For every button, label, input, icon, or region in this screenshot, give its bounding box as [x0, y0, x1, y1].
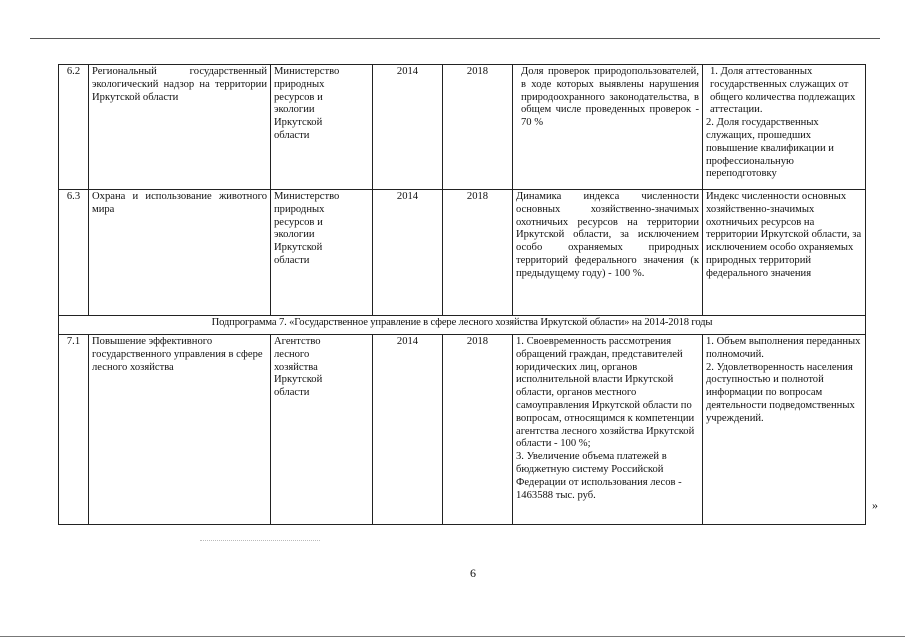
- measure-title: Охрана и использование животного мира: [89, 190, 271, 316]
- executor: Агентство лесного хозяйства Иркутской области: [271, 335, 373, 525]
- measure-title: Повышение эффективного государственного управления в сфере лесного хозяйства: [89, 335, 271, 525]
- scan-top-edge: [30, 38, 880, 39]
- start-year: 2014: [373, 65, 443, 190]
- target-indicators: 1. Доля аттестованных государственных служащих от общего количества подлежащих аттестации. 2. Доля государственных служащих, прошедших повышение квалификации и профессиональную переподготовку: [703, 65, 866, 190]
- start-year: 2014: [373, 190, 443, 316]
- expected-result: Доля проверок природопользователей, в ходе которых выявлены нарушения природоохранного законодательства, в общем числе проведенных проверок - 70 %: [513, 65, 703, 190]
- row-number: 6.2: [59, 65, 89, 190]
- program-table: [58, 64, 866, 525]
- subprogram-heading: Подпрограмма 7. «Государственное управление в сфере лесного хозяйства Иркутской области» на 2014-2018 годы: [59, 316, 866, 335]
- page-number: 6: [470, 566, 476, 580]
- start-year: 2014: [373, 335, 443, 525]
- table-row: [59, 335, 866, 525]
- table-row: [59, 190, 866, 316]
- target-indicators: Индекс численности основных хозяйственно-значимых охотничьих ресурсов на территории Иркутской области, за исключением особо охраняемых природных территорий федерального значения: [703, 190, 866, 316]
- expected-result: 1. Своевременность рассмотрения обращений граждан, представителей юридических лиц, органов исполнительной власти Иркутской области, органов местного самоуправления Иркутской области по вопросам, относящимся к компетенции агентства лесного хозяйства Иркутской области - 100 %; 3. Увеличение объема платежей в бюджетную систему Российской Федерации от использования лесов - 1463588 тыс. руб.: [513, 335, 703, 525]
- scan-bottom-edge: [0, 636, 905, 637]
- expected-result: Динамика индекса численности основных хозяйственно-значимых охотничьих ресурсов на территории Иркутской области, за исключением особо охраняемых природных территорий федерального значения (к предыдущему году) - 100 %.: [513, 190, 703, 316]
- end-year: 2018: [443, 335, 513, 525]
- measure-title: Региональный государственный экологический надзор на территории Иркутской области: [89, 65, 271, 190]
- row-number: 6.3: [59, 190, 89, 316]
- closing-quote: »: [872, 498, 878, 512]
- subprogram-row: [59, 316, 866, 335]
- target-indicators: 1. Объем выполнения переданных полномочий. 2. Удовлетворенность населения доступностью и полнотой информации по вопросам деятельности подведомственных учреждений.: [703, 335, 866, 525]
- table-row: [59, 65, 866, 190]
- row-number: 7.1: [59, 335, 89, 525]
- executor: Министерство природных ресурсов и экологии Иркутской области: [271, 190, 373, 316]
- end-year: 2018: [443, 65, 513, 190]
- scan-artifact: [200, 540, 320, 541]
- end-year: 2018: [443, 190, 513, 316]
- executor: Министерство природных ресурсов и экологии Иркутской области: [271, 65, 373, 190]
